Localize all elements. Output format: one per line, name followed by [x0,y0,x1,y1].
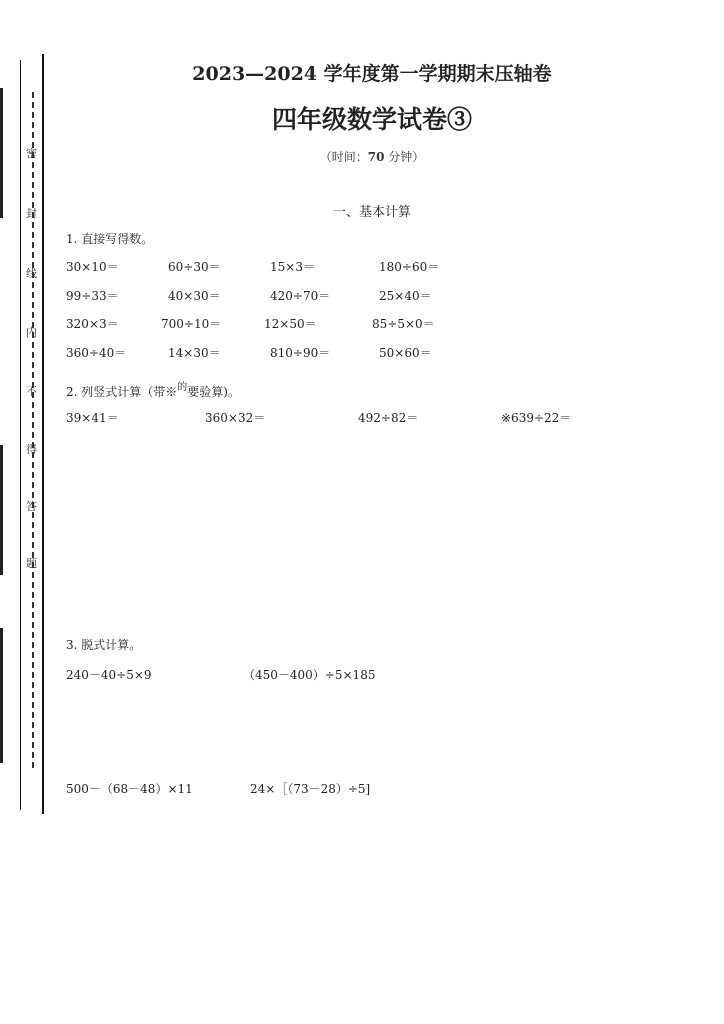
seal-dashed-line [32,92,34,768]
q2-label-sup: 的 [177,382,188,393]
term-title: 2023—2024 学年度第一学期期末压轴卷 [192,63,552,85]
question-2-label [66,378,240,400]
oral-item: 810÷90＝ [270,346,331,360]
binding-inner-line [42,54,44,814]
exam-time [0,148,724,165]
seal-char-7: 答 [26,500,37,513]
q2-label-before: 2. 列竖式计算（带※ [66,385,178,399]
oral-item: 60÷30＝ [168,260,221,274]
oral-item: 360÷40＝ [66,346,127,360]
oral-item: 320×3＝ [66,317,119,331]
seal-char-5: 不 [26,385,37,398]
oral-item: 12×50＝ [264,317,317,331]
seal-char-2: 封 [26,207,37,220]
oral-item: 420÷70＝ [270,289,331,303]
question-3-label: 3. 脱式计算。 [66,638,142,652]
edge-fragment [0,445,3,575]
oral-item: 700÷10＝ [161,317,222,331]
q2-label-after: 要验算)。 [187,385,240,399]
oral-item: 50×60＝ [379,346,432,360]
oral-item: 180÷60＝ [379,260,440,274]
binding-outer-line [20,60,21,810]
time-prefix: （时间： [319,150,368,164]
seal-char-8: 题 [26,557,37,570]
step-calc-item: 24×［（73－28）÷5] [250,782,371,796]
oral-item: 40×30＝ [168,289,221,303]
seal-char-3: 线 [26,267,37,280]
step-calc-item: 240－40÷5×9 [66,668,152,682]
time-value: 70 [367,150,385,164]
edge-fragment [0,628,3,763]
question-1-label: 1. 直接写得数。 [66,232,154,246]
oral-item: 15×3＝ [270,260,315,274]
oral-item: 30×10＝ [66,260,119,274]
seal-char-4: 内 [26,326,37,339]
oral-item: 25×40＝ [379,289,432,303]
seal-char-1: 密 [26,147,37,160]
step-calc-item: 500－（68－48）×11 [66,782,193,796]
vertical-calc-item: ※639÷22＝ [501,411,572,425]
oral-item: 14×30＝ [168,346,221,360]
vertical-calc-item: 360×32＝ [205,411,266,425]
seal-char-6: 得 [26,443,37,456]
time-suffix: 分钟） [388,150,425,164]
oral-item: 85÷5×0＝ [372,317,435,331]
step-calc-item: （450－400）÷5×185 [243,668,376,682]
vertical-calc-item: 492÷82＝ [358,411,419,425]
section-title: 一、基本计算 [332,205,411,220]
vertical-calc-item: 39×41＝ [66,411,119,425]
exam-title: 四年级数学试卷③ [271,105,472,134]
oral-item: 99÷33＝ [66,289,119,303]
